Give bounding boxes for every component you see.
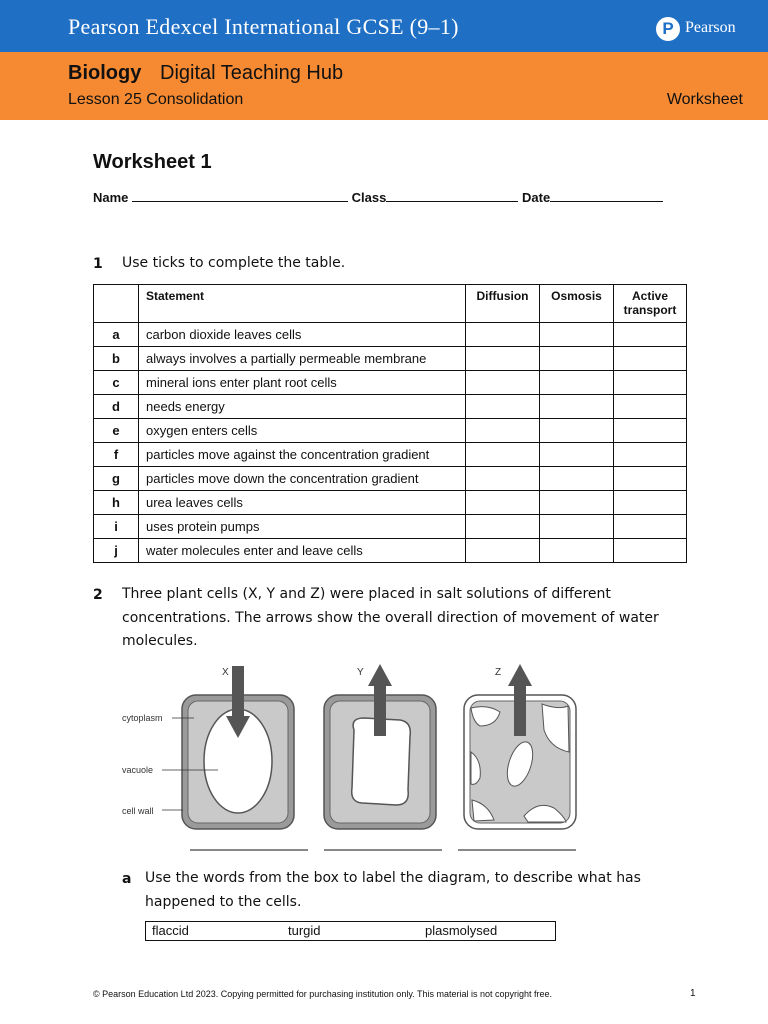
worksheet-title: Worksheet 1 <box>93 151 212 173</box>
question-1-text: Use ticks to complete the table. <box>122 255 346 271</box>
name-class-date-row <box>93 189 663 205</box>
row-statement: mineral ions enter plant root cells <box>139 371 466 395</box>
pearson-logo-icon: P <box>656 17 680 41</box>
row-letter: c <box>94 371 139 395</box>
row-statement: uses protein pumps <box>139 515 466 539</box>
table-row <box>94 467 687 491</box>
question-1-number: 1 <box>93 256 103 272</box>
table-row <box>94 491 687 515</box>
row-letter: g <box>94 467 139 491</box>
page-number: 1 <box>690 988 696 999</box>
tick-cell-diffusion[interactable] <box>466 419 540 443</box>
tick-cell-osmosis[interactable] <box>540 491 614 515</box>
lesson-title: Lesson 25 Consolidation <box>68 91 244 108</box>
tick-cell-active-transport[interactable] <box>614 491 687 515</box>
class-label: Class <box>351 190 387 205</box>
subject-banner <box>0 52 768 120</box>
tick-cell-diffusion[interactable] <box>466 347 540 371</box>
header-osmosis: Osmosis <box>540 285 614 323</box>
header-statement: Statement <box>139 285 466 323</box>
table-row <box>94 323 687 347</box>
table-row <box>94 395 687 419</box>
table-row <box>94 443 687 467</box>
tick-cell-osmosis[interactable] <box>540 395 614 419</box>
tick-cell-diffusion[interactable] <box>466 539 540 563</box>
tick-cell-diffusion[interactable] <box>466 395 540 419</box>
row-statement: carbon dioxide leaves cells <box>139 323 466 347</box>
hub-title: Digital Teaching Hub <box>160 62 344 84</box>
class-field[interactable] <box>386 189 518 202</box>
table-row <box>94 347 687 371</box>
tick-cell-diffusion[interactable] <box>466 467 540 491</box>
header-active-transport: Active transport <box>614 285 687 323</box>
tick-cell-diffusion[interactable] <box>466 491 540 515</box>
name-label: Name <box>93 190 129 205</box>
tick-cell-diffusion[interactable] <box>466 323 540 347</box>
table-row <box>94 371 687 395</box>
question-2-text: Three plant cells (X, Y and Z) were placed in salt solutions of different concentrations. The arrows show the overall direction of movement of water molecules. <box>122 586 659 649</box>
top-banner <box>0 0 768 52</box>
row-letter: f <box>94 443 139 467</box>
row-statement: urea leaves cells <box>139 491 466 515</box>
tick-cell-active-transport[interactable] <box>614 323 687 347</box>
row-letter: i <box>94 515 139 539</box>
row-letter: d <box>94 395 139 419</box>
part-a-letter: a <box>122 871 132 887</box>
tick-cell-osmosis[interactable] <box>540 515 614 539</box>
document-type: Worksheet <box>666 91 743 108</box>
name-field[interactable] <box>132 189 348 202</box>
tick-cell-diffusion[interactable] <box>466 443 540 467</box>
cell-x-label: X <box>222 667 229 678</box>
tick-cell-active-transport[interactable] <box>614 395 687 419</box>
row-letter: a <box>94 323 139 347</box>
tick-cell-osmosis[interactable] <box>540 467 614 491</box>
word-box <box>145 921 556 941</box>
row-statement: always involves a partially permeable membrane <box>139 347 466 371</box>
table-row <box>94 419 687 443</box>
tick-cell-active-transport[interactable] <box>614 467 687 491</box>
row-letter: h <box>94 491 139 515</box>
cell-wall-label: cell wall <box>122 806 154 816</box>
qualification-title: Pearson Edexcel International GCSE (9–1) <box>68 14 459 39</box>
cell-y <box>324 664 436 829</box>
row-letter: j <box>94 539 139 563</box>
word-turgid: turgid <box>288 923 321 938</box>
vacuole-label: vacuole <box>122 765 154 775</box>
pearson-logo <box>656 17 766 43</box>
cell-x <box>182 666 294 829</box>
cell-z-label: Z <box>495 667 502 678</box>
row-letter: e <box>94 419 139 443</box>
header-blank-cell <box>94 285 139 323</box>
row-statement: particles move down the concentration gradient <box>139 467 466 491</box>
tick-cell-active-transport[interactable] <box>614 539 687 563</box>
row-letter: b <box>94 347 139 371</box>
tick-cell-active-transport[interactable] <box>614 515 687 539</box>
subject-title: Biology <box>68 62 142 84</box>
tick-cell-diffusion[interactable] <box>466 515 540 539</box>
tick-cell-osmosis[interactable] <box>540 347 614 371</box>
plant-cells-diagram <box>118 660 588 860</box>
tick-cell-active-transport[interactable] <box>614 419 687 443</box>
table-row <box>94 539 687 563</box>
cell-y-label: Y <box>357 667 364 678</box>
row-statement: water molecules enter and leave cells <box>139 539 466 563</box>
row-statement: oxygen enters cells <box>139 419 466 443</box>
header-diffusion: Diffusion <box>466 285 540 323</box>
row-statement: needs energy <box>139 395 466 419</box>
tick-cell-active-transport[interactable] <box>614 371 687 395</box>
date-label: Date <box>522 190 551 205</box>
tick-cell-diffusion[interactable] <box>466 371 540 395</box>
tick-cell-osmosis[interactable] <box>540 539 614 563</box>
cytoplasm-label: cytoplasm <box>122 713 163 723</box>
question-2-number: 2 <box>93 587 103 603</box>
tick-cell-osmosis[interactable] <box>540 419 614 443</box>
part-a-text: Use the words from the box to label the diagram, to describe what has happened to the cells. <box>145 870 641 910</box>
date-field[interactable] <box>550 189 663 202</box>
tick-cell-osmosis[interactable] <box>540 323 614 347</box>
tick-cell-active-transport[interactable] <box>614 347 687 371</box>
tick-table-header <box>94 285 687 323</box>
tick-cell-active-transport[interactable] <box>614 443 687 467</box>
tick-cell-osmosis[interactable] <box>540 443 614 467</box>
tick-cell-osmosis[interactable] <box>540 371 614 395</box>
word-flaccid: flaccid <box>152 923 189 938</box>
row-statement: particles move against the concentration gradient <box>139 443 466 467</box>
cell-z <box>464 664 576 829</box>
table-row <box>94 515 687 539</box>
word-plasmolysed: plasmolysed <box>425 923 498 938</box>
pearson-logo-text: Pearson <box>685 19 736 36</box>
tick-table <box>93 284 687 563</box>
copyright-footer: © Pearson Education Ltd 2023. Copying permitted for purchasing institution only. This material is not copyright free. <box>93 989 553 999</box>
